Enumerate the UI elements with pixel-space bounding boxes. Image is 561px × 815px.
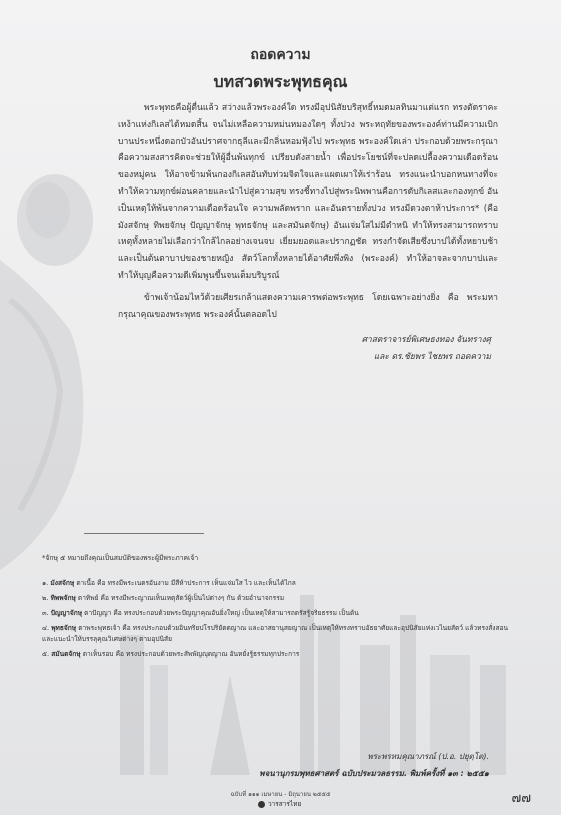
footnote-text: ตาเนื้อ คือ ทรงมีพระเนตรอันงาม มีสีห้าประการ เห็นแจ่มใส ไว และเห็นได้ไกล [76, 579, 296, 587]
footnote-number: ๕. [42, 650, 50, 658]
footnote-item [42, 578, 512, 589]
footnote-number: ๔. [42, 624, 50, 632]
footnote-item [42, 623, 512, 645]
credit-line: และ ดร.ชัยพร ไชยพร ถอดความ [373, 351, 491, 361]
footnote-item [42, 593, 512, 604]
paragraph: พระพุทธคือผู้ตื่นแล้ว สว่างแล้วพระองค์ใด ทรงมีอุปนิสัยบริสุทธิ์หมดมลทินมาแต่แรก ทรงตัดราคะเหง้าแห่งกิเลสได้หมดสิ้น จนไม่เหลือความหม่นหมองใดๆ ทั้งปวง พระหฤทัยของพระองค์ท่านมีความเบิกบานประหนึ่งดอกบัวอันปราศจากธุลีและมีกลิ่นหอมฟุ้งไป พระพุทธ พระองค์ใดเล่า ประกอบด้วยพระกรุณาคือความสงสารคิดจะช่วยให้ผู้อื่นพ้นทุกข์ เปรียบดังสายน้ำ เพื่อประโยชน์ที่จะปลดเปลื้องความเดือดร้อนของหมู่คน ให้อาจข้ามพ้นกองกิเลสอันทับท่วมจิตใจและแผดเผาให้เร่าร้อน ทรงแนะนำบอกหนทางที่จะทำให้ความทุกข์ผ่อนคลายและนำไปสู่ความสุข ทรงชี้ทางไปสู่พระนิพพานคือการดับกิเลสและกองทุกข์ อันเป็นเหตุให้พ้นจากความเดือดร้อนใจ ความพลัดพราก และอันตรายทั้งปวง ทรงมีดวงตาห้าประการ* (คือ มังสจักษุ ทิพยจักษุ ปัญญาจักษุ พุทธจักษุ และสมันตจักษุ) อันแจ่มใสไม่มีตำหนิ ทำให้ทรงสามารถทราบเหตุทั้งหลายไม่เลือกว่าใกล้ไกลอย่างเจนจบ เยี่ยมยอดและปรากฏชัด ทรงกำจัดเสียซึ่งบาปได้ทั้งหยาบช้าและเป็นต้นตาบาปของชายหญิง สัตว์โลกทั้งหลายได้อาศัยพึ่งพิง (พระองค์) ทำให้อาจละจากบาปและทำให้บุญคือความดีเพิ่มพูนขึ้นจนเต็มบริบูรณ์ [118, 103, 498, 281]
logo-mark-icon [258, 801, 265, 808]
footnote-term: ทิพพจักษุ [50, 594, 76, 602]
footnote-heading: *จักษุ ๕ หมายถึงคุณเป็นสมบัติของพระผู้มีพระภาคเจ้า [42, 554, 199, 562]
footnote-term: พุทธจักษุ [51, 624, 77, 632]
page-number: ๗๗ [511, 791, 531, 806]
publisher-logo [258, 799, 301, 809]
footnote-item [42, 608, 512, 619]
footnote-number: ๓. [42, 609, 49, 617]
footnote-text: ตาทิพย์ คือ ทรงมีพระญาณเห็นเหตุสัตว์ผู้เป็นไปต่างๆ กัน ด้วยอำนาจกรรม [77, 594, 285, 602]
page-title: ถอดความ [250, 47, 311, 63]
credit-line: ศาสตราจารย์พิเศษธงทอง จันทรางศุ [361, 334, 491, 344]
logo-text: วารสารไทย [268, 800, 302, 808]
footnote-number: ๑. [42, 579, 49, 587]
page-subtitle: บทสวดพระพุทธคุณ [213, 72, 348, 91]
footnote-list [42, 578, 512, 664]
footnote-text: ตาพระพุทธเจ้า คือ ทรงประกอบด้วยอินทริยปโรปริยัตตญาณ และอาสยานุสยญาณ เป็นเหตุให้ทรงทราบอัธยาศัยและอุปนิสัยแห่งเวไนยสัตว์ แล้วทรงสั่งสอนและแนะนำให้บรรลุคุณวิเศษต่างๆ ตามอุปนิสัย [42, 624, 508, 643]
issue-info: ฉบับที่ ๑๑๑ เมษายน - มิถุนายน ๒๕๕๕ [230, 791, 331, 798]
translator-credits [362, 331, 491, 365]
footnote-text: ตาเห็นรอบ คือ ทรงประกอบด้วยพระสัพพัญญุตญาณ อันหยั่งรู้ธรรมทุกประการ [82, 650, 300, 658]
footnote-term: สมันตจักษุ [51, 650, 81, 658]
footnote-item [42, 649, 512, 660]
source-author: พระพรหมคุณาภรณ์ (ป.อ. ปยุตฺโต). [367, 752, 489, 761]
paragraph: ข้าพเจ้าน้อมไหว้ด้วยเศียรเกล้าแสดงความเคารพต่อพระพุทธ โดยเฉพาะอย่างยิ่ง คือ พระมหากรุณาคุณของพระพุทธ พระองค์นั้นตลอดไป [118, 292, 498, 320]
footnote-number: ๒. [42, 594, 49, 602]
body-text [118, 100, 498, 323]
footnote-text: ตาปัญญา คือ ทรงประกอบด้วยพระปัญญาคุณอันยิ่งใหญ่ เป็นเหตุให้สามารถตรัสรู้จริยธรรม เป็นต้น [84, 609, 359, 617]
source-book: พจนานุกรมพุทธศาสตร์ ฉบับประมวลธรรม. พิมพ์ครั้งที่ ๑๓ : ๒๕๕๑ [259, 769, 489, 778]
footnote-term: มังสจักษุ [50, 579, 75, 587]
footnote-term: ปัญญาจักษุ [50, 609, 83, 617]
footnote-divider [84, 533, 204, 534]
